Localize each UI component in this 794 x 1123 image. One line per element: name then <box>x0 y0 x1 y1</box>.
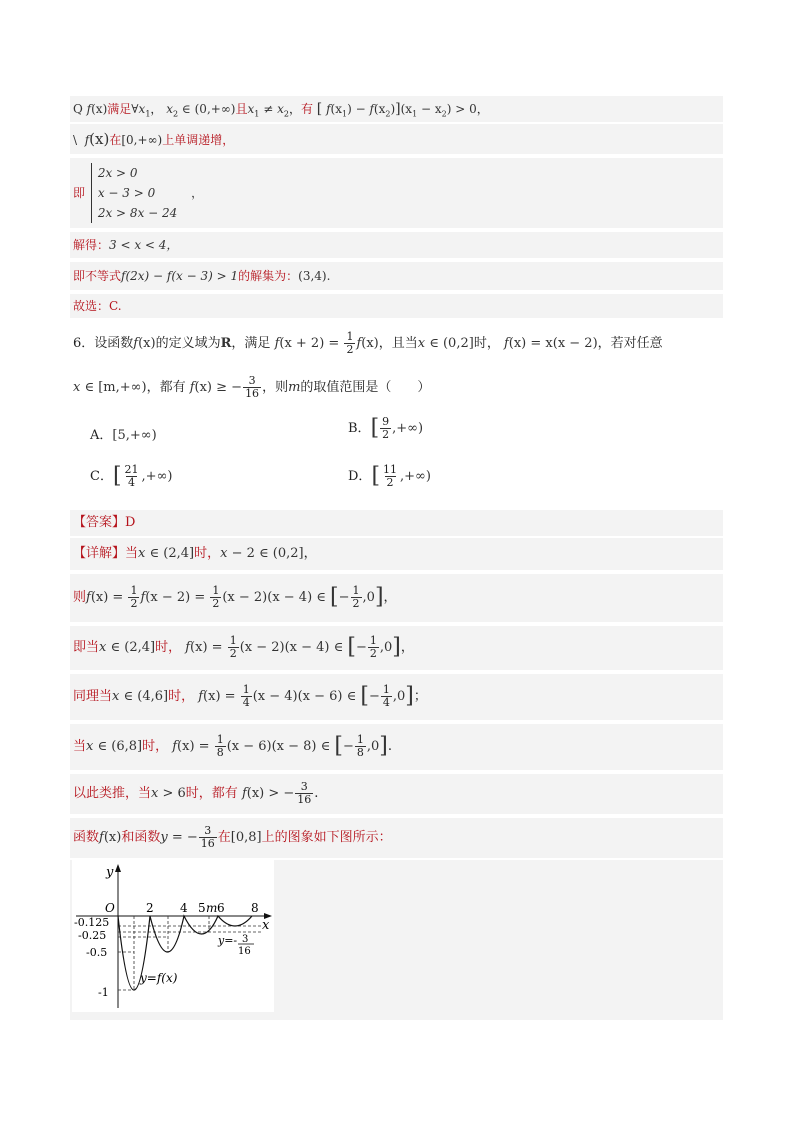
detail-line-1: 【详解】当x ∈ (2,4]时，x − 2 ∈ (0,2]， <box>70 538 723 570</box>
x-tick-m: m <box>206 901 218 915</box>
line-label-num: 3 <box>242 934 249 945</box>
prev-line-2: \ f(x)在[0,+∞)上单调递增， <box>70 124 723 154</box>
x-tick-2: 2 <box>146 901 154 915</box>
y-tick-0125: -0.125 <box>74 916 110 929</box>
option-d[interactable]: D．[ $\frac{11}{2}$ ,+∞) <box>348 463 431 489</box>
detail-line-3: 即当x ∈ (2,4]时， f(x) = $\frac{1}{2}$ (x − 2)(x − 4) ∈ [− $\frac{1}{2}$ ,0]， <box>70 626 723 670</box>
y-tick-05: -0.5 <box>86 946 108 959</box>
prev-line-5: 即不等式f(2x) − f(x − 3) > 1的解集为：(3,4). <box>70 262 723 290</box>
detail-line-2: 则f(x) = $\frac{1}{2}$ f(x − 2) = $\frac{1}{2}$ (x − 2)(x − 4) ∈ [− $\frac{1}{2}$ ,0]， <box>70 574 723 622</box>
detail-line-7: 函数f(x)和函数y = − $\frac{3}{16}$ 在[0,8]上的图象如下图所示： <box>70 818 723 858</box>
prev-line-3: 即 2x > 0 x − 3 > 0 2x > 8x − 24 ， <box>70 158 723 228</box>
y-tick-1: -1 <box>98 986 109 999</box>
y-axis-label: y <box>106 865 114 880</box>
line-label-den: 16 <box>238 946 251 957</box>
x-tick-8: 8 <box>251 901 259 915</box>
line-label: y=- <box>218 934 238 947</box>
question-6-line-2: x ∈ [m,+∞)，都有 f(x) ≥ − $\frac{3}{16}$ ，则m的取值范围是（ ） <box>73 374 431 400</box>
option-b[interactable]: B．[ $\frac{9}{2}$ ,+∞) <box>348 415 424 441</box>
x-tick-5: 5 <box>198 901 206 915</box>
x-tick-6: 6 <box>217 901 225 915</box>
question-6-line-1: 6．设函数f(x)的定义域为R，满足 f(x + 2) = $\frac{1}{2}$ f(x)，且当x ∈ (0,2]时， f(x) = x(x − 2)，若对任意 <box>73 330 663 356</box>
prev-line-1: Q f(x)满足$\forall x_1$， $x_2$ ∈ (0,+∞)且$x_1 \ne x_2$，有 [ $f(x_1) - f(x_2)](x_1 - x_2) > 0$， <box>70 96 723 122</box>
option-c[interactable]: C．[ $\frac{21}{4}$ ,+∞) <box>90 463 173 489</box>
answer-line: 【答案】D <box>70 510 723 536</box>
curve-fx-label: y=f(x) <box>140 971 178 985</box>
origin-label: O <box>105 901 115 915</box>
x-axis-label: x <box>262 918 270 933</box>
detail-line-6: 以此类推，当x > 6时，都有 f(x) > − $\frac{3}{16}$ . <box>70 774 723 814</box>
detail-line-5: 当x ∈ (6,8]时， f(x) = $\frac{1}{8}$ (x − 6)(x − 8) ∈ [− $\frac{1}{8}$ ,0]. <box>70 724 723 770</box>
prev-line-6: 故选：C. <box>70 294 723 318</box>
detail-line-4: 同理当x ∈ (4,6]时， f(x) = $\frac{1}{4}$ (x − 4)(x − 6) ∈ [− $\frac{1}{4}$ ,0]； <box>70 674 723 720</box>
option-a[interactable]: A．[5,+∞) <box>90 428 157 443</box>
prev-line-4: 解得：3 < x < 4， <box>70 232 723 258</box>
y-tick-025: -0.25 <box>78 929 107 942</box>
x-tick-4: 4 <box>180 901 188 915</box>
function-graph <box>72 860 274 1012</box>
